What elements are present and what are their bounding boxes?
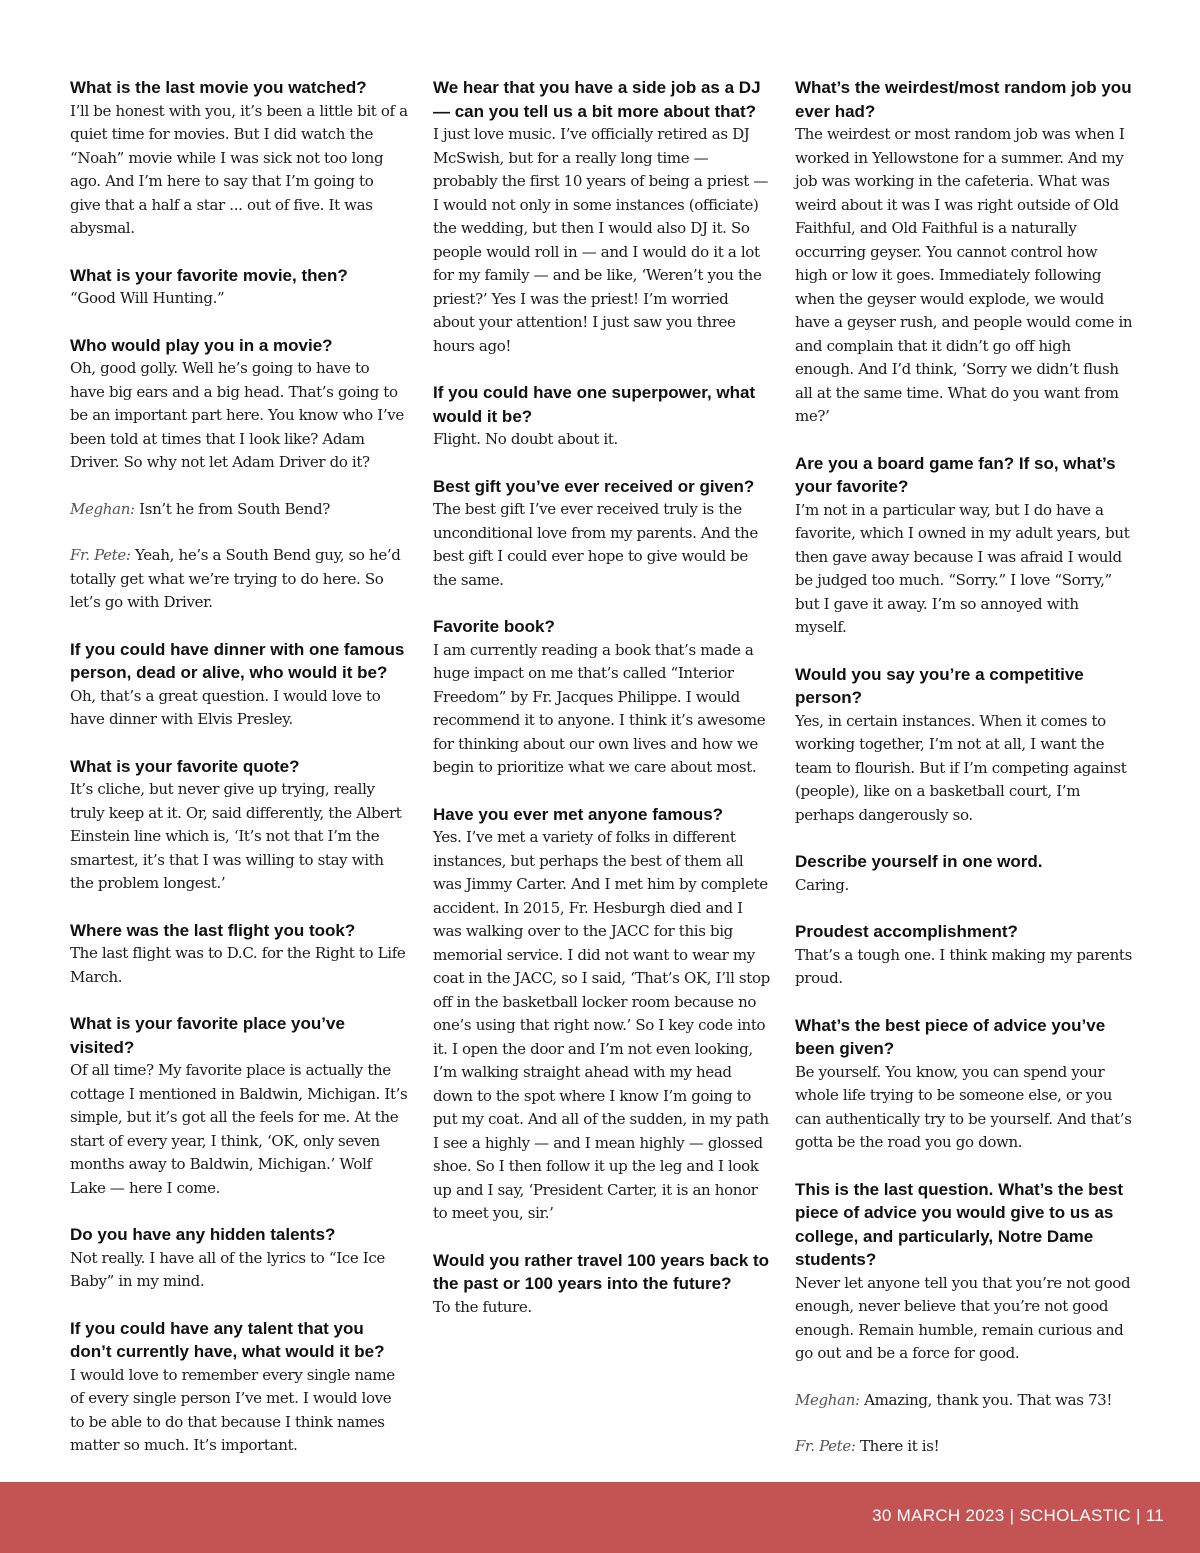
qa-block [70, 755, 408, 896]
dialogue-line [795, 1389, 1133, 1413]
question-heading: Favorite book? [433, 617, 555, 636]
answer-text: The weirdest or most random job was when I worked in Yellowstone for a summer. And my job was working in the cafeteria. What was weird about it was I was right outside of Old Faithful, and Old Faithful is a naturally occurring geyser. You cannot control how high or low it goes. Immediately following when the geyser would explode, we would have a geyser rush, and people would come in and complain that it didn’t go off high enough. And I’d think, ‘Sorry we didn’t flush all at the same time. What do you want from me?’ [795, 125, 1133, 425]
question-heading: If you could have one superpower, what would it be? [433, 383, 756, 426]
speaker-name: Fr. Pete: [795, 1437, 856, 1455]
answer-text: I am currently reading a book that’s made a huge impact on me that’s called “Interior Freedom” by Fr. Jacques Philippe. I would recommend it to anyone. I think it’s awesome for thinking about our own lives and how we begin to prioritize what we care about most. [433, 640, 766, 776]
question-heading: Best gift you’ve ever received or given? [433, 476, 755, 496]
answer-text: Caring. [795, 875, 849, 894]
footer-text [872, 1506, 1164, 1526]
column-1 [70, 76, 408, 1481]
qa-block [70, 1223, 408, 1294]
dialogue-text: Yeah, he’s a South Bend guy, so he’d totally get what we’re trying to do here. So let’s go with Driver. [70, 546, 401, 611]
answer-text: Flight. No doubt about it. [433, 430, 618, 448]
question-heading: What’s the best piece of advice you’ve been given? [795, 1015, 1106, 1058]
dialogue-line [795, 1435, 1133, 1459]
qa-block [433, 76, 771, 358]
answer-text: I just love music. I’ve officially retired as DJ McSwish, but for a really long time — probably the first 10 years of being a priest — I would not only in some instances (officiate) the wedding, but then I would also DJ it. So people would roll in — and I would do it a lot for my family — and be like, ‘Weren’t you the priest?’ Yes I was the priest! I’m worried about your attention! I just saw you three hours ago! [433, 125, 768, 355]
footer-date: 30 MARCH 2023 [872, 1506, 1005, 1525]
answer-text: Oh, that’s a great question. I would love to have dinner with Elvis Presley. [70, 686, 381, 728]
page-footer [0, 1482, 1200, 1553]
question-heading: Describe yourself in one word. [795, 852, 1043, 871]
answer-text: Yes. I’ve met a variety of folks in different instances, but perhaps the best of them all was Jimmy Carter. And I met him by complete accident. In 2015, Fr. Hesburgh died and I was walking over to the JACC for this big memorial service. I did not want to wear my coat in the JACC, so I said, ‘That’s OK, I’ll stop off in the basketball locker room because no one’s using that right now.’ So I key code into it. I open the door and I’m not even looking, I’m walking straight ahead with my head down to the spot where I know I’m going to put my coat. And all of the sudden, in my path I see a highly — and I mean highly — glossed shoe. So I then follow it up the leg and I look up and I say, ‘President Carter, it is an honor to meet you, sir.’ [433, 828, 770, 1222]
qa-block [433, 615, 771, 780]
answer-text: That’s a tough one. I think making my parents proud. [795, 945, 1132, 987]
footer-separator: | [1136, 1506, 1141, 1525]
question-heading: Have you ever met anyone famous? [433, 804, 724, 824]
qa-block [70, 638, 408, 732]
question-heading: Are you a board game fan? If so, what’s your favorite? [795, 453, 1116, 496]
footer-separator: | [1009, 1506, 1015, 1525]
question-heading: What is the last movie you watched? [70, 78, 367, 97]
column-2 [433, 76, 771, 1342]
answer-text: I would love to remember every single name of every single person I’ve met. I would love to be able to do that because I think names matter so much. It’s important. [70, 1365, 395, 1454]
qa-block [795, 850, 1133, 897]
answer-text: Oh, good golly. Well he’s going to have to have big ears and a big head. That’s going to be an important part here. You know who I’ve been told at times that I look like? Adam Driver. So why not let Adam Driver do it? [70, 359, 404, 471]
answer-text: Be yourself. You know, you can spend your whole life trying to be someone else, or you can authentically try to be yourself. And that’s gotta be the road you go down. [795, 1062, 1132, 1151]
answer-text: Yes, in certain instances. When it comes to working together, I’m not at all, I want the team to flourish. But if I’m competing against (people), like on a basketball court, I’m perhaps dangerously so. [795, 711, 1127, 824]
qa-block [795, 920, 1133, 991]
qa-block [70, 264, 408, 311]
qa-block [70, 1012, 408, 1200]
dialogue-text: There it is! [860, 1437, 940, 1455]
dialogue-line [70, 544, 408, 615]
question-heading: Do you have any hidden talents? [70, 1225, 336, 1244]
speaker-name: Meghan: [70, 499, 135, 518]
question-heading: If you could have dinner with one famous person, dead or alive, who would it be? [70, 639, 405, 682]
question-heading: If you could have any talent that you don’t currently have, what would it be? [70, 1318, 385, 1361]
qa-block [70, 76, 408, 241]
answer-text: Not really. I have all of the lyrics to “Ice Ice Baby” in my mind. [70, 1248, 385, 1290]
speaker-name: Fr. Pete: [70, 546, 131, 564]
question-heading: What is your favorite quote? [70, 756, 300, 776]
question-heading: Who would play you in a movie? [70, 335, 333, 355]
question-heading: What is your favorite place you’ve visited? [70, 1014, 345, 1057]
footer-publication: SCHOLASTIC [1019, 1506, 1131, 1525]
question-heading: We hear that you have a side job as a DJ — can you tell us a bit more about that? [433, 78, 761, 121]
footer-page-number: 11 [1145, 1506, 1164, 1525]
column-3 [795, 76, 1133, 1482]
qa-block [795, 452, 1133, 640]
dialogue-text: Amazing, thank you. That was 73! [864, 1390, 1113, 1409]
qa-block [433, 475, 771, 593]
question-heading: Where was the last flight you took? [70, 920, 356, 940]
answer-text: Of all time? My favorite place is actually the cottage I mentioned in Baldwin, Michigan. It’s simple, but it’s got all the feels for me. At the start of every year, I think, ‘OK, only seven months away to Baldwin, Michigan.’ Wolf Lake — here I come. [70, 1061, 408, 1197]
qa-block [795, 663, 1133, 828]
question-heading: What is your favorite movie, then? [70, 265, 348, 285]
answer-text: I’m not in a particular way, but I do have a favorite, which I owned in my adult years, but then gave away because I was afraid I would be judged too much. “Sorry.” I love “Sorry,” but I gave it away. I’m so annoyed with myself. [795, 500, 1130, 636]
answer-text: I’ll be honest with you, it’s been a little bit of a quiet time for movies. But I did watch the “Noah” movie while I was sick not too long ago. And I’m here to say that I’m going to give that a half a star ... out of five. It was abysmal. [70, 101, 408, 237]
qa-block [795, 76, 1133, 429]
question-heading: Would you rather travel 100 years back to the past or 100 years into the future? [433, 1250, 770, 1293]
question-heading: What’s the weirdest/most random job you ever had? [795, 78, 1132, 121]
qa-block [433, 381, 771, 452]
question-heading: Proudest accomplishment? [795, 922, 1018, 941]
question-heading: This is the last question. What’s the best piece of advice you would give to us as college, and particularly, Notre Dame students? [795, 1179, 1124, 1269]
qa-block [795, 1178, 1133, 1366]
dialogue-text: Isn’t he from South Bend? [139, 499, 330, 518]
qa-block [70, 919, 408, 990]
answer-text: “Good Will Hunting.” [70, 289, 225, 307]
answer-text: The best gift I’ve ever received truly is the unconditional love from my parents. And the best gift I could ever hope to give would be the same. [433, 500, 758, 589]
qa-block [433, 803, 771, 1226]
question-heading: Would you say you’re a competitive person? [795, 664, 1084, 707]
answer-text: Never let anyone tell you that you’re not good enough, never believe that you’re not good enough. Remain humble, remain curious and go out and be a force for good. [795, 1273, 1131, 1362]
dialogue-line [70, 498, 408, 522]
answer-text: The last flight was to D.C. for the Right to Life March. [70, 944, 406, 986]
answer-text: To the future. [433, 1297, 532, 1316]
qa-block [795, 1014, 1133, 1155]
speaker-name: Meghan: [795, 1390, 860, 1409]
qa-block [70, 334, 408, 475]
qa-block [433, 1249, 771, 1320]
qa-block [70, 1317, 408, 1458]
answer-text: It’s cliche, but never give up trying, really truly keep at it. Or, said differently, the Albert Einstein line which is, ‘It’s not that I’m the smartest, it’s that I was willing to stay with the problem longest.’ [70, 780, 402, 892]
